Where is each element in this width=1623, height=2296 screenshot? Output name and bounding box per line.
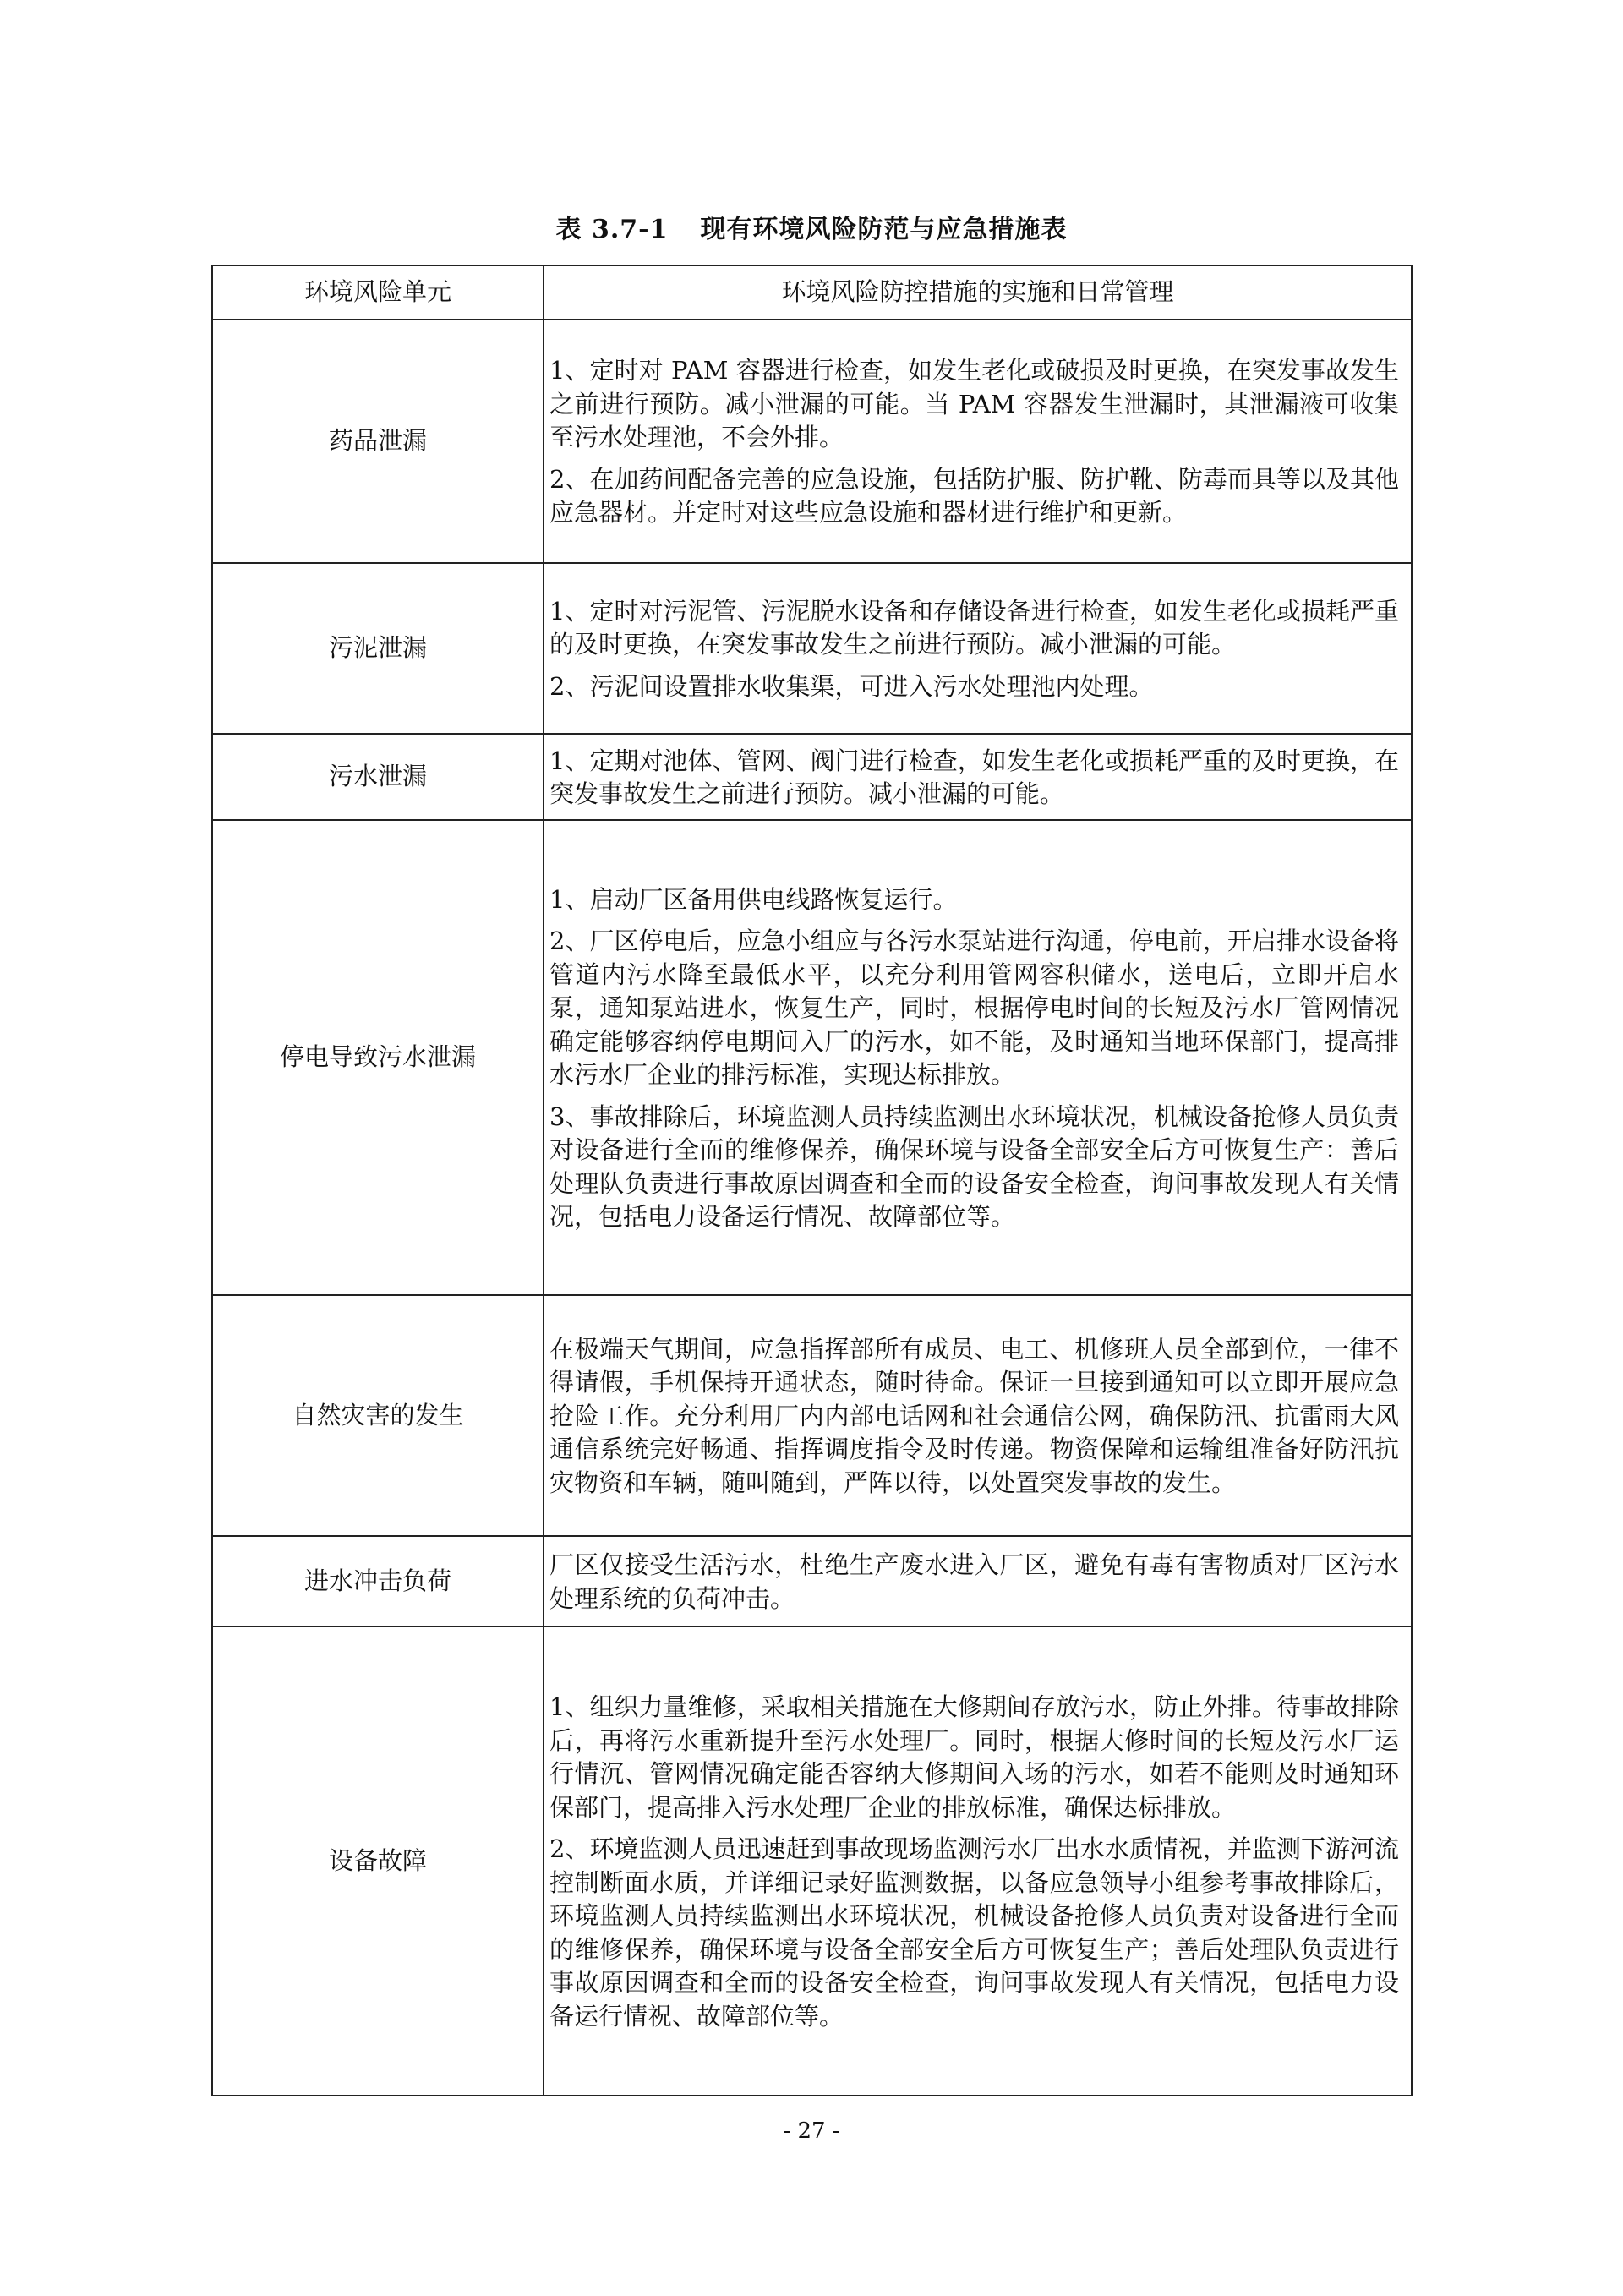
measure-paragraph: 2、污泥间设置排水收集渠，可进入污水处理池内处理。 — [549, 671, 1154, 701]
header-control-measures: 环境风险防控措施的实施和日常管理 — [544, 265, 1412, 320]
table-row — [212, 820, 1412, 1295]
measure-paragraph: 1、启动厂区备用供电线路恢复运行。 — [549, 884, 958, 914]
risk-measures-table — [211, 265, 1413, 2096]
table-row — [212, 734, 1412, 820]
table-row — [212, 563, 1412, 734]
page-number: - 27 - — [783, 2118, 840, 2144]
risk-unit-cell: 进水冲击负荷 — [212, 1536, 544, 1626]
table-caption — [0, 208, 1623, 245]
measure-paragraph: 2、厂区停电后，应急小组应与各污水泵站进行沟通，停电前，开启排水设备将管道内污水降至最低水平，以充分利用管网容积储水，送电后，立即开启水泵，通知泵站进水，恢复生产，同时，根据停电时间的长短及污水厂管网情况确定能够容纳停电期间入厂的污水，如不能，及时通知当地环保部门，提高排水污水厂企业的排污标准，实现达标排放。 — [549, 927, 1399, 1089]
measures-cell — [544, 734, 1412, 820]
table-header-row — [212, 265, 1412, 320]
header-risk-unit: 环境风险单元 — [212, 265, 544, 320]
measure-paragraph: 1、定时对 PAM 容器进行检查，如发生老化或破损及时更换，在突发事故发生之前进行预防。减小泄漏的可能。当 PAM 容器发生泄漏时，其泄漏液可收集至污水处理池，不会外排。 — [549, 356, 1399, 452]
measures-cell — [544, 320, 1412, 563]
table-row — [212, 1295, 1412, 1536]
measure-paragraph: 厂区仅接受生活污水，杜绝生产废水进入厂区，避免有毒有害物质对厂区污水处理系统的负荷冲击。 — [549, 1550, 1399, 1613]
table-row — [212, 1536, 1412, 1626]
measures-cell — [544, 1536, 1412, 1626]
measures-cell — [544, 563, 1412, 734]
measures-cell — [544, 820, 1412, 1295]
measures-cell — [544, 1626, 1412, 2096]
measure-paragraph: 3、事故排除后，环境监测人员持续监测出水环境状况，机械设备抢修人员负责对设备进行全而的维修保养，确保环境与设备全部安全后方可恢复生产：善后处理队负责进行事故原因调查和全而的设备安全检查，询问事故发现人有关情况，包括电力设备运行情况、故障部位等。 — [549, 1102, 1399, 1231]
measure-paragraph: 2、在加药间配备完善的应急设施，包括防护服、防护靴、防毒而具等以及其他应急器材。并定时对这些应急设施和器材进行维护和更新。 — [549, 464, 1399, 528]
risk-unit-cell: 污泥泄漏 — [212, 563, 544, 734]
measure-paragraph: 1、组织力量维修，采取相关措施在大修期间存放污水，防止外排。待事故排除后，再将污水重新提升至污水处理厂。同时，根据大修时间的长短及污水厂运行情沉、管网情况确定能否容纳大修期间入场的污水，如若不能则及时通知环保部门，提高排入污水处理厂企业的排放标准，确保达标排放。 — [549, 1692, 1399, 1822]
measure-paragraph: 在极端天气期间，应急指挥部所有成员、电工、机修班人员全部到位，一律不得请假，手机保持开通状态，随时待命。保证一旦接到通知可以立即开展应急抢险工作。充分利用厂内内部电话网和社会通信公网，确保防汛、抗雷雨大风通信系统完好畅通、指挥调度指令及时传递。物资保障和运输组准备好防汛抗灾物资和车辆，随叫随到，严阵以待，以处置突发事故的发生。 — [549, 1334, 1399, 1497]
risk-unit-cell: 设备故障 — [212, 1626, 544, 2096]
table-row — [212, 1626, 1412, 2096]
risk-unit-cell: 药品泄漏 — [212, 320, 544, 563]
risk-unit-cell: 停电导致污水泄漏 — [212, 820, 544, 1295]
table-row — [212, 320, 1412, 563]
risk-unit-cell: 自然灾害的发生 — [212, 1295, 544, 1536]
table-title: 现有环境风险防范与应急措施表 — [700, 215, 1068, 244]
measure-paragraph: 1、定期对池体、管网、阀门进行检查，如发生老化或损耗严重的及时更换，在突发事故发生之前进行预防。减小泄漏的可能。 — [549, 746, 1399, 808]
measure-paragraph: 2、环境监测人员迅速赶到事故现场监测污水厂出水水质情祝，并监测下游河流控制断面水质，并详细记录好监测数据，以备应急领导小组参考事故排除后，环境监测人员持续监测出水环境状况，机械设备抢修人员负责对设备进行全而的维修保养，确保环境与设备全部安全后方可恢复生产；善后处理队负责进行事故原因调查和全而的设备安全检查，询问事故发现人有关情况，包括电力设备运行情祝、故障部位等。 — [549, 1834, 1399, 2031]
measure-paragraph: 1、定时对污泥管、污泥脱水设备和存储设备进行检查，如发生老化或损耗严重的及时更换，在突发事故发生之前进行预防。减小泄漏的可能。 — [549, 596, 1399, 659]
measures-cell — [544, 1295, 1412, 1536]
table-number: 表 3.7-1 — [555, 215, 669, 244]
risk-unit-cell: 污水泄漏 — [212, 734, 544, 820]
